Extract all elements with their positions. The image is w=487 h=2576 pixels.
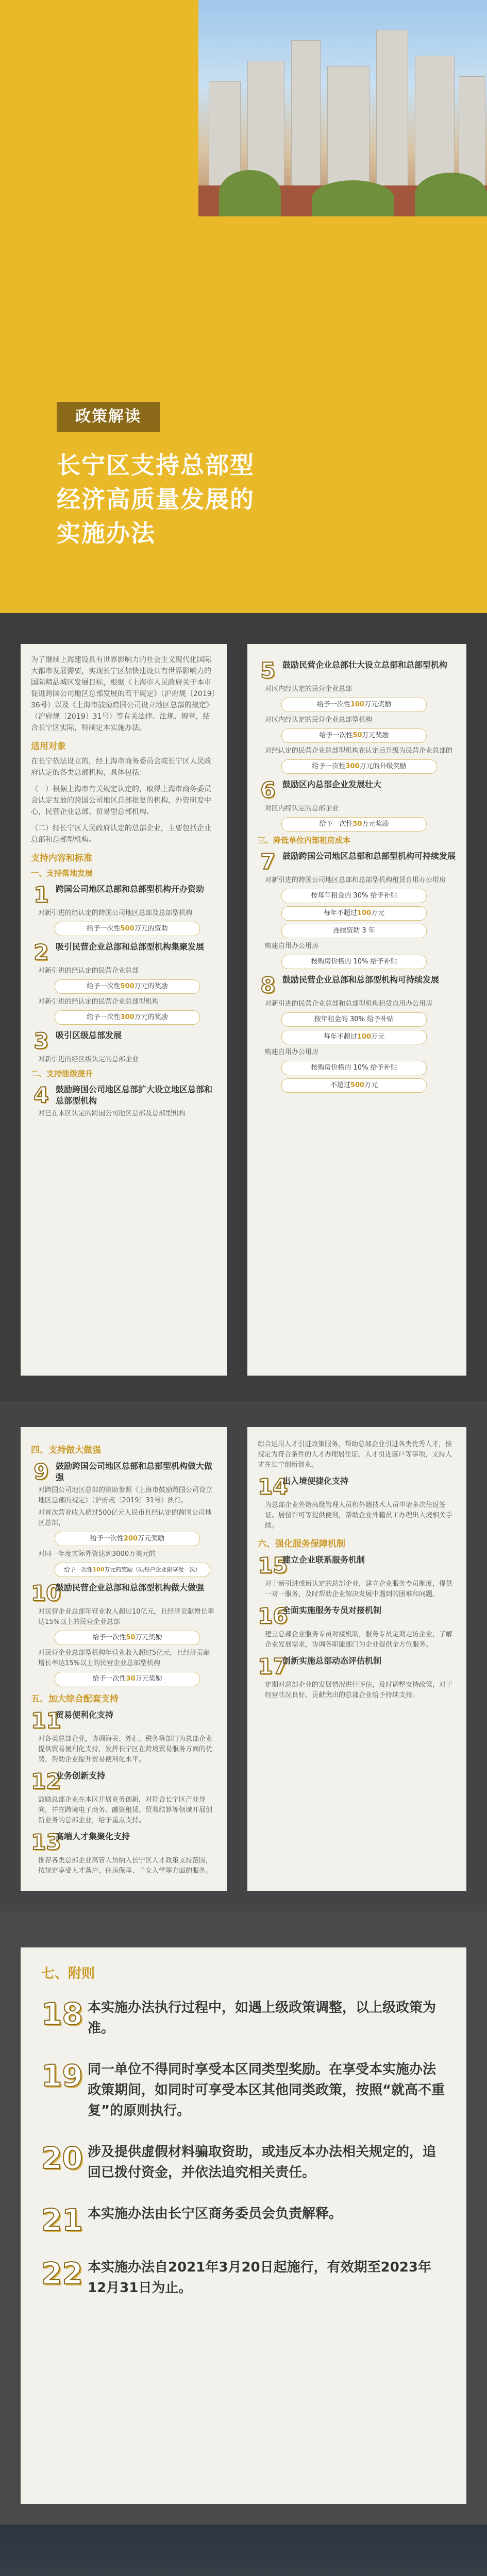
item-number: 19	[41, 2058, 83, 2093]
scope-text: 在长宁依法设立的，经上海市商务委员会或长宁区人民政府认定的各类总部机构，具体包括：	[31, 757, 211, 777]
appendix-item	[41, 2204, 446, 2236]
scope-item: （一）根据上海市有关规定认定的，取得上海市商务委员会认定发放的跨国公司地区总部批复的机构，外资研发中心，民营企业总部、贸易型总部机构。	[31, 785, 211, 816]
item-number: 8	[260, 973, 276, 998]
amount-pill: 连续资助 3 年	[281, 924, 427, 938]
item-number: 18	[41, 1996, 83, 2031]
amount-pill: 给予一次性30万元奖励	[55, 1672, 200, 1686]
sub-heading: 一、支持落地发展	[31, 869, 93, 878]
title-line: 经济高质量发展的	[57, 485, 255, 513]
amount-pill: 按购房价格的 10% 给予补贴	[281, 955, 427, 969]
item-number: 13	[31, 1829, 61, 1855]
item-bullet: 对新引进的跨国公司地区总部和总部型机构租赁自用办公用房	[265, 876, 446, 884]
item-number: 17	[258, 1654, 288, 1679]
item-text: 推荐各类总部企业高管人员纳入长宁区人才政策支持范围，按规定享受人才落户、住房保障、子女入学等方面的服务。	[38, 1857, 213, 1875]
item-title: 吸引区级总部发展	[56, 1030, 122, 1040]
item-number: 1	[33, 882, 49, 907]
item-title: 高端人才集聚化支持	[56, 1832, 130, 1841]
item-text: 对于新引进或新认定的总部企业，建立企业服务专员制度，提供一对一服务，及时帮助企业解决发展中遇到的困难和问题。	[265, 1580, 453, 1598]
policy-item-9	[31, 1461, 216, 1483]
item-text: 对跨国公司地区总部的资助参照《上海市鼓励跨国公司设立地区总部的规定》（沪府规〔2019〕31号）执行。	[38, 1486, 213, 1504]
appendix-item	[41, 1997, 446, 2039]
city-photo	[198, 0, 487, 216]
tree	[312, 180, 394, 216]
item-number: 6	[260, 777, 276, 803]
appendix-panel	[0, 1911, 487, 2576]
item-number: 9	[33, 1459, 49, 1484]
intro-paragraph: 为了继续上海建设具有世界影响力的社会主义现代化国际大都市发展需要，实现长宁区加快建设具有世界影响力的国际精品城区发展目标，根据《上海市人民政府关于本市促进跨国公司地区总部发展的若干规定》（沪府规〔2019〕36号）以及《上海市鼓励跨国公司设立地区总部的规定》（沪府规〔2019〕31号）等有关法律、法规、规章，结合长宁区实际，特制定本实施办法。	[31, 656, 215, 732]
item-bullet: 对新引进的经认定的民营企业总部	[38, 967, 139, 975]
item-title: 业务创新支持	[56, 1771, 106, 1781]
item-text: 同一单位不得同时享受本区同类型奖励。在享受本实施办法政策期间，如同时可享受本区其他同类政策，按照“就高不重复”的原则执行。	[88, 2062, 445, 2119]
amount-pill: 给予一次性100万元的奖励（限每户企业限享受一次）	[55, 1563, 210, 1577]
amount-pill: 按每年租金的 30% 给予补贴	[281, 889, 427, 903]
hero-banner	[0, 0, 487, 613]
amount-pill: 每年不超过100万元	[281, 1030, 427, 1044]
item-bullet: 对已在本区认定的跨国公司地区总部及总部型机构	[38, 1110, 186, 1117]
item-title: 跨国公司地区总部和总部型机构开办资助	[56, 884, 205, 894]
policy-item-8	[258, 974, 456, 997]
item-text: 对民营企业总部型机构年营业收入超过5亿元，且经济贡献增长率达15%以上的民营企业总部型机构	[38, 1649, 210, 1667]
amount-pill: 给予一次性300万元的奖励	[55, 1010, 200, 1025]
title-line: 实施办法	[57, 519, 156, 547]
item-bullet: 对新引进的经认定的跨国公司地区总部及总部型机构	[38, 909, 193, 917]
policy-item-6	[258, 779, 456, 802]
item-number: 3	[33, 1028, 49, 1054]
item-bullet: 对新引进的经认定的民营企业总部型机构	[38, 998, 159, 1006]
policy-item-17	[258, 1655, 456, 1678]
item-text: 本实施办法由长宁区商务委员会负责解释。	[88, 2206, 343, 2222]
item-number: 2	[33, 940, 49, 965]
item-text: 鼓励总部企业在本区开展业务创新，对符合长宁区产业导向，并在跨境电子商务、融资租赁、贸易结算等领域开展创新业务的总部企业，给予重点支持。	[38, 1796, 213, 1824]
policy-item-3	[31, 1030, 216, 1053]
amount-pill: 不超过500万元	[281, 1078, 427, 1093]
item-number: 7	[260, 849, 276, 874]
item-text: 建立总部企业服务专员对接机制，服务专员定期走访企业，了解企业发展需求，协调各职能部门为企业提供全方位服务。	[265, 1631, 453, 1649]
item-title: 鼓励跨国公司地区总部扩大设立地区总部和总部型机构	[56, 1084, 213, 1106]
item-number: 21	[41, 2202, 83, 2238]
item-title: 鼓励民营企业总部和总部型机构做大做强	[56, 1583, 205, 1592]
policy-item-5	[258, 659, 456, 682]
scope-item: （二）经长宁区人民政府认定的总部企业，主要包括企业总部和总部型机构。	[31, 824, 211, 844]
item-bullet: 购建自用办公用房	[265, 1048, 319, 1056]
policy-item-7	[258, 851, 456, 873]
item-bullet: 对经认定的民营企业总部型机构在认定后升级为民营企业总部的	[265, 747, 453, 755]
item-title: 创新实施总部动态评估机制	[282, 1656, 382, 1666]
left-card	[21, 644, 227, 1376]
item-number: 5	[260, 658, 276, 683]
amount-pill: 给予一次性50万元奖励	[281, 728, 427, 743]
policy-item-15	[258, 1554, 456, 1577]
policy-badge: 政策解读	[57, 402, 160, 432]
item-title: 鼓励民营企业总部和总部型机构可持续发展	[282, 975, 440, 985]
amount-pill: 给予一次性500万元的资助	[55, 922, 200, 936]
item-number: 20	[41, 2141, 83, 2176]
policy-item-4	[31, 1084, 216, 1107]
item-number: 14	[258, 1474, 288, 1499]
section-heading: 六、强化服务保障机制	[258, 1539, 345, 1549]
item-bullet: 购建自用办公用房	[265, 942, 319, 950]
policy-item-1	[31, 884, 216, 906]
item-title: 出入境便捷化支持	[282, 1476, 349, 1486]
section-panel-2	[0, 1401, 487, 1911]
amount-pill: 每年不超过100万元	[281, 906, 427, 921]
item-text: 对首次营业收入超过500亿元人民币且经认定的跨国公司地区总部，	[38, 1509, 212, 1527]
title-line: 长宁区支持总部型	[57, 451, 255, 479]
policy-item-14	[258, 1476, 456, 1498]
amount-pill: 给予一次性100万元奖励	[281, 698, 427, 712]
amount-pill: 给予一次性500万元的奖励	[55, 979, 200, 994]
support-heading: 支持内容和标准	[31, 853, 92, 863]
item-title: 鼓励区内总部企业发展壮大	[282, 779, 382, 789]
appendix-item	[41, 2257, 446, 2298]
appendix-card	[21, 1947, 466, 2504]
item-title: 鼓励跨国公司地区总部和总部型机构可持续发展	[282, 851, 456, 861]
item-text: 定期对总部企业的发展情况进行评估，及时调整支持政策，对于经营状况良好、贡献突出的总部企业给予持续支持。	[265, 1681, 453, 1699]
item-bullet: 对区内经认定的民营企业总部	[265, 685, 352, 693]
policy-item-13	[31, 1831, 216, 1854]
policy-item-10	[31, 1582, 216, 1605]
amount-pill: 按购房价格的 10% 给予补贴	[281, 1061, 427, 1075]
item-title: 建立企业联系服务机制	[282, 1555, 365, 1565]
item-bullet: 对新引进的经区级认定的总部企业	[38, 1056, 139, 1063]
amount-pill: 按年租金的 30% 给予补贴	[281, 1012, 427, 1027]
amount-pill: 给予一次性50万元奖励	[55, 1631, 200, 1645]
page-title	[57, 448, 255, 550]
section-panel-1	[0, 613, 487, 1401]
scope-heading: 适用对象	[31, 741, 66, 752]
item-text: 对同一年度实际外资达到3000万美元的	[38, 1550, 156, 1558]
item-number: 16	[258, 1603, 288, 1629]
item-text: 对民营企业总部年营业收入超过10亿元，且经济贡献增长率达15%以上的民营企业总部	[38, 1608, 214, 1626]
item-text: 综合运用人才引进政策服务，帮助总部企业引进各类优秀人才，按规定为符合条件的人才办理居住证、人才引进落户等事项，支持人才在长宁创新创业。	[258, 1440, 452, 1469]
item-text: 涉及提供虚假材料骗取资助，或违反本办法相关规定的，追回已拨付资金，并依法追究相关责任。	[88, 2144, 436, 2180]
section-heading: 七、附则	[41, 1966, 95, 1981]
item-text: 本实施办法执行过程中，如遇上级政策调整，以上级政策为准。	[88, 2000, 436, 2036]
section-heading: 五、加大综合配套支持	[31, 1694, 119, 1704]
item-title: 鼓励跨国公司地区总部和总部型机构做大做强	[56, 1461, 213, 1482]
item-title: 贸易便利化支持	[56, 1710, 114, 1720]
right-card	[247, 644, 466, 1376]
item-text: 本实施办法自2021年3月20日起施行，有效期至2023年12月31日为止。	[88, 2260, 431, 2296]
amount-pill: 给予一次性300万元的升级奖励	[281, 759, 437, 774]
tree	[415, 173, 487, 216]
item-title: 吸引民营企业总部和总部型机构集聚发展	[56, 942, 205, 952]
city-night-photo	[0, 2524, 487, 2576]
item-title: 全面实施服务专员对接机制	[282, 1605, 382, 1615]
appendix-list	[21, 1997, 466, 2298]
item-text: 为总部企业外籍高级管理人员和外籍技术人员申请多次往返签证、居留许可等提供便利，帮助企业外籍员工办理出入境相关手续。	[265, 1501, 453, 1530]
section-heading: 四、支持做大做强	[31, 1445, 101, 1455]
item-bullet: 对区内经认定的民营企业总部型机构	[265, 716, 373, 724]
item-number: 15	[258, 1553, 288, 1578]
sub-heading: 二、支持能级提升	[31, 1069, 93, 1078]
item-number: 10	[31, 1581, 61, 1606]
appendix-item	[41, 2059, 446, 2121]
left-card-2	[21, 1427, 227, 1891]
policy-item-12	[31, 1770, 216, 1793]
policy-item-16	[258, 1605, 456, 1628]
amount-pill: 给予一次性200万元奖励	[55, 1532, 200, 1546]
item-number: 22	[41, 2256, 83, 2291]
item-number: 11	[31, 1708, 61, 1733]
policy-item-11	[31, 1709, 216, 1732]
policy-item-2	[31, 941, 216, 964]
item-bullet: 对新引进的民营企业总部和总部型机构租赁自用办公用房	[265, 1000, 433, 1008]
item-text: 对各类总部企业，协调海关、外汇、税务等部门为总部企业提供贸易便利化支持，发挥长宁区在跨境贸易服务方面的优势，帮助企业提升贸易便利化水平。	[38, 1735, 213, 1764]
tree	[219, 170, 281, 216]
amount-pill: 给予一次性50万元奖励	[281, 817, 427, 832]
item-bullet: 对区内经认定的总部企业	[265, 805, 339, 812]
right-card-2	[247, 1427, 466, 1891]
sub-heading: 三、降低单位内部租房成本	[258, 836, 351, 845]
item-title: 鼓励民营企业总部壮大设立总部和总部型机构	[282, 660, 448, 670]
appendix-item	[41, 2142, 446, 2183]
item-number: 12	[31, 1769, 61, 1794]
item-number: 4	[33, 1082, 49, 1108]
